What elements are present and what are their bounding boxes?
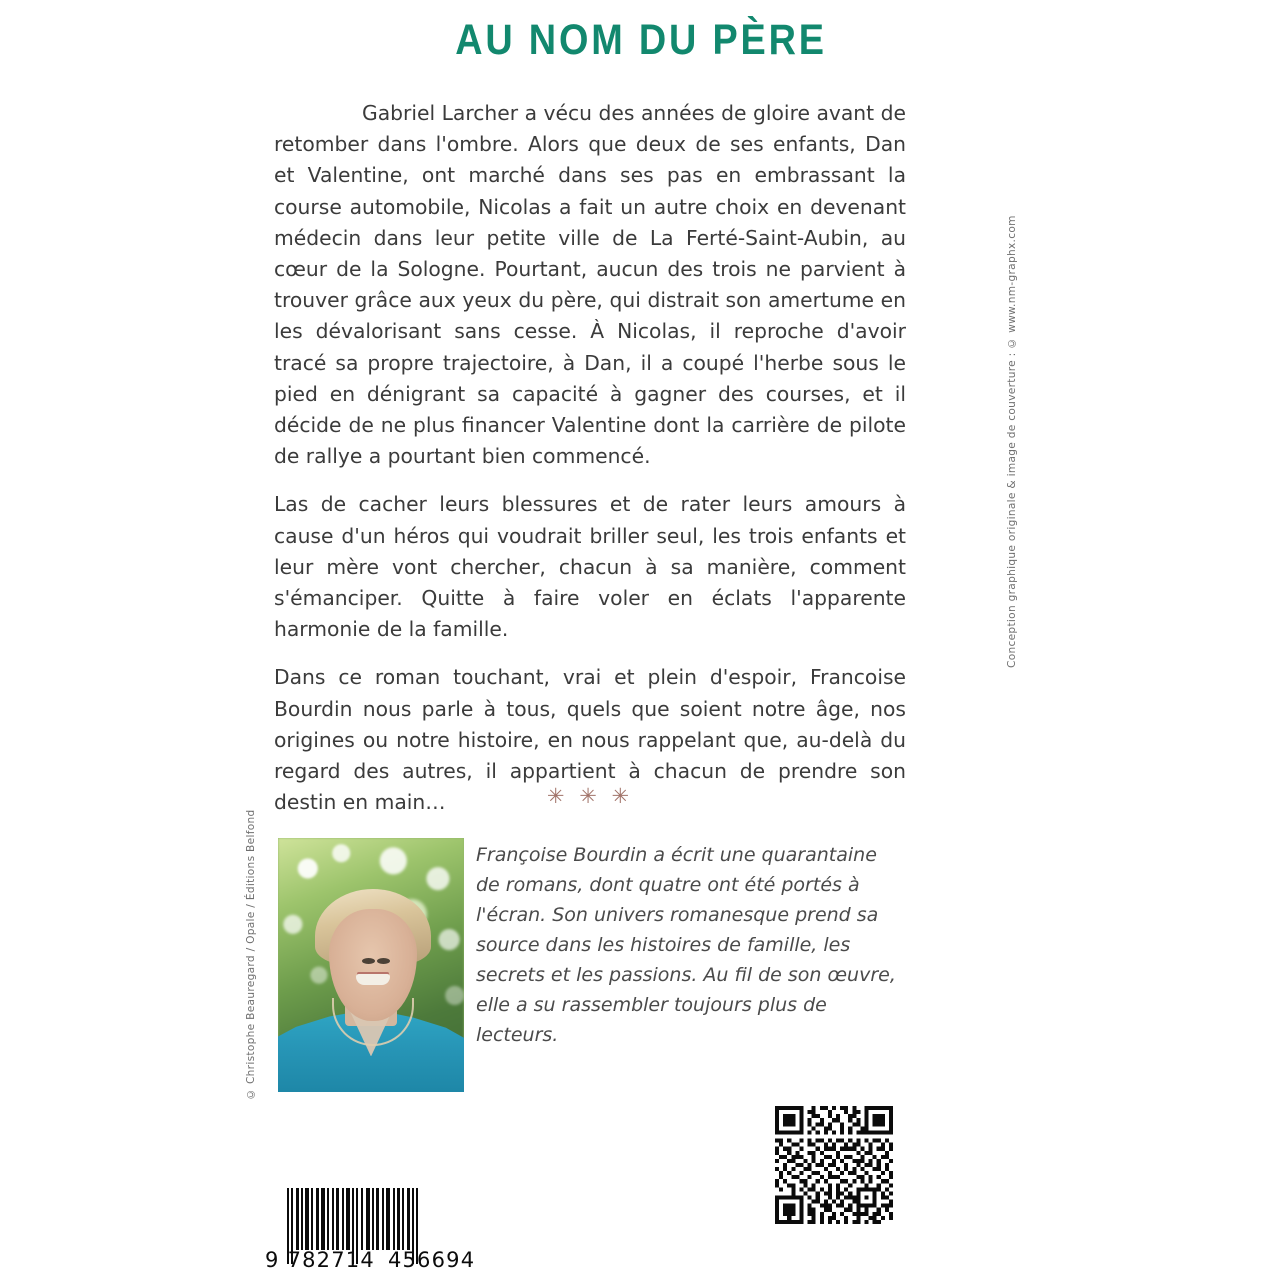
barcode-lead-digit: 9 [265,1248,280,1272]
qr-code-icon [775,1106,893,1224]
photo-eye-right [377,958,390,964]
barcode-group-1: 782714 [287,1248,375,1272]
barcode-digits [265,1248,476,1272]
author-bio-text: Françoise Bourdin a écrit une quarantaine de romans, dont quatre ont été portés à l'écran. Son univers romanesque prend sa source dans les histoires de famille, les secrets et les passions. Au fil de son œuvre, elle a su rassembler toujours plus de lecteurs. [476,844,896,1046]
page-title: AU NOM DU PÈRE [455,16,827,64]
blurb-text [274,98,906,818]
isbn-barcode [265,1188,476,1278]
author-photo [278,838,464,1092]
photo-mouth [356,974,390,985]
blurb-paragraph-1: Gabriel Larcher a vécu des années de gloire avant de retomber dans l'ombre. Alors que deux de ses enfants, Dan et Valentine, ont marché dans ses pas en embrassant la course automobile, Nicolas a fait un autre choix en devenant médecin dans leur petite ville de La Ferté-Saint-Aubin, au cœur de la Sologne. Pourtant, aucun des trois ne parvient à trouver grâce aux yeux du père, qui distrait son amertume en les dévalorisant sans cesse. À Nicolas, il reproche d'avoir tracé sa propre trajectoire, à Dan, il a coupé l'herbe sous le pied en dénigrant sa capacité à gagner des courses, et il décide de ne plus financer Valentine dont la carrière de pilote de rallye a pourtant bien commencé. [274,101,906,469]
author-bio [476,840,898,1050]
barcode-group-2: 456694 [387,1248,476,1272]
blurb-paragraph-2: Las de cacher leurs blessures et de rater leurs amours à cause d'un héros qui voudrait briller seul, les trois enfants et leur mère vont chercher, chacun à sa manière, comment s'émanciper. Quitte à faire voler en éclats l'apparente harmonie de la famille. [274,492,906,642]
photo-credit-text: © Christophe Beauregard / Opale / Éditions Belfond [245,809,257,1100]
qr-code[interactable] [775,1106,893,1224]
asterisk-separator: ✳ ✳ ✳ [546,784,634,808]
cover-credit-text: Conception graphique originale & image de couverture : © www.nm-graphx.com [1006,215,1018,668]
photo-eye-left [362,958,375,964]
blurb-paragraph-3: Dans ce roman touchant, vrai et plein d'espoir, Francoise Bourdin nous parle à tous, quels que soient notre âge, nos origines ou notre histoire, en nous rappelant que, au-delà du regard des autres, il appartient à chacun de prendre son destin en main… [274,665,906,815]
barcode-bars [287,1188,418,1250]
